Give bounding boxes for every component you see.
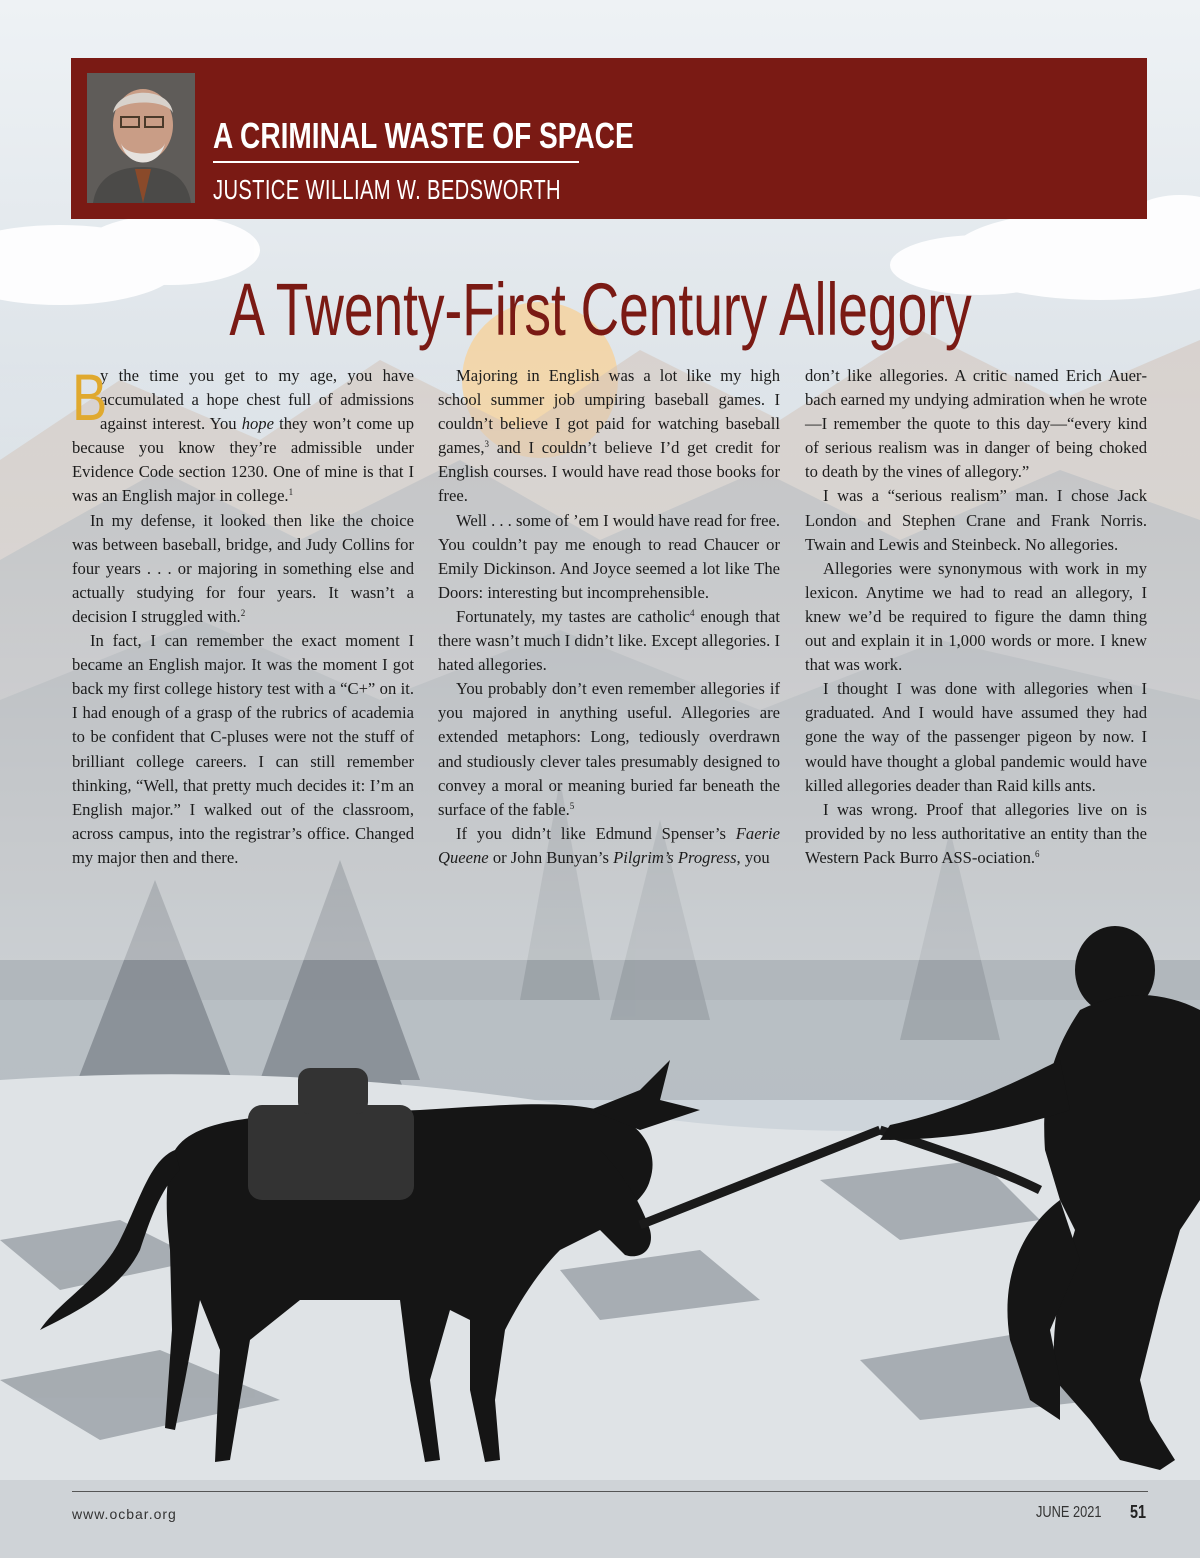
paragraph [805,364,1147,484]
emphasis-text: hope [241,414,274,434]
footnote-ref: 2 [240,607,246,618]
paragraph [805,798,1147,870]
pack-saddle-shape [248,1105,414,1200]
paragraph [805,557,1147,677]
paragraph-text: If you didn’t like Edmund Spenser’s [456,823,736,843]
page-number: 51 [1130,1502,1147,1522]
paragraph-text: , you [736,847,770,867]
footnote-ref: 3 [484,439,490,450]
paragraph [72,509,414,629]
emphasis-text: Pilgrim’s Progress [613,847,737,867]
emphasis-text: Faerie Queene [438,823,780,867]
paragraph-text: they won’t come up because you know they’re admissible under Evidence Code section 1230. One of mine is that I was an English major in college. [72,414,414,506]
article-column-2 [438,364,780,870]
drop-cap: B [72,360,108,434]
paragraph-text: Majoring in English was a lot like my high school summer job umpiring baseball games. I couldn’t believe I got paid for watching baseball games, [438,366,780,458]
article-column-3 [805,364,1147,870]
footer-url[interactable]: www.ocbar.org [72,1506,177,1522]
paragraph-text: don’t like allegories. A critic named Erich Auerbach earned my undying admiration when he wrote—I remember the quote to this day—“every kind of serious realism was in danger of being choked to death by the vines of allegory.” [805,366,1147,482]
paragraph-text: enough that there wasn’t much I didn’t like. Except allegories. I hated allegories. [438,606,780,675]
paragraph [72,629,414,870]
footer-date: JUNE 2021 [1036,1504,1102,1521]
footer-rule [72,1491,1148,1492]
paragraph-text: Allegories were synonymous with work in my lexicon. Anytime we had to read an allegory, I knew we’d be required to figure the damn thing out and explain it in 1,000 words or more. I knew that was work. [805,558,1147,675]
author-name: JUSTICE WILLIAM W. BEDSWORTH [213,174,561,205]
paragraph [438,822,780,870]
paragraph-text: In my defense, it looked then like the choice was between baseball, bridge, and Judy Collins for four years . . . or majoring in something else and actually studying for four years. It wasn’t a decision I struggled with. [72,510,414,626]
paragraph-text: or John Bunyan’s [488,847,614,867]
paragraph-text: In fact, I can remember the exact moment I became an English major. It was the moment I got back my first college history test with a “C+” on it. I had enough of a grasp of the rubrics of academia to be confident that C-pluses were not the stuff of brilliant college careers. I can still remember thinking, “Well, that pretty much decides it: I’m an English major.” I walked out of the classroom, across campus, into the registrar’s office. Changed my major then and there. [72,631,414,867]
column-header-banner [71,58,1147,219]
paragraph [805,484,1147,556]
footnote-ref: 6 [1035,848,1040,859]
paragraph [72,360,414,509]
footnote-ref: 5 [569,800,575,811]
paragraph-text: I thought I was done with allegories when I graduated. And I would have assumed they had gone the way of the passenger pigeon by now. I would have thought a global pandemic would have killed allegories deader than Raid kills ants. [805,679,1147,795]
paragraph-text: and I couldn’t believe I’d get credit for English courses. I would have read those books for free. [438,438,780,506]
author-photo [87,73,195,203]
paragraph-text: I was wrong. Proof that allegories live on is provided by no less authoritative an entity than the Western Pack Burro ASS-ociation. [805,799,1147,867]
footnote-ref: 4 [689,607,695,618]
column-title-rule [213,161,579,163]
paragraph [438,677,780,822]
article-title [0,270,1200,350]
paragraph-text: You probably don’t even remember allegories if you majored in anything useful. Allegories are extended metaphors: Long, tediously overdrawn and studiously clever tales presumably designed to convey a moral or meaning buried far beneath the surface of the fable. [438,679,780,819]
paragraph [438,509,780,605]
paragraph [805,677,1147,797]
article-column-1 [72,360,414,870]
column-title: A CRIMINAL WASTE OF SPACE [213,115,634,156]
paragraph [438,605,780,677]
article-title-text: A Twenty-First Century Allegory [228,268,972,351]
paragraph-text: I was a “serious realism” man. I chose Jack London and Stephen Crane and Frank Norris. Twain and Lewis and Steinbeck. No allegories. [805,486,1147,554]
paragraph-text: Fortunately, my tastes are catholic [456,606,690,626]
paragraph-text: y the time you get to my age, you have accumulated a hope chest full of admissions against interest. You [100,366,414,434]
paragraph-text: Well . . . some of ’em I would have read for free. You couldn’t pay me enough to read Chaucer or Emily Dickinson. And Joyce seemed a lot like The Doors: interesting but incomprehensible. [438,510,780,602]
footnote-ref: 1 [288,487,294,498]
paragraph [438,364,780,509]
